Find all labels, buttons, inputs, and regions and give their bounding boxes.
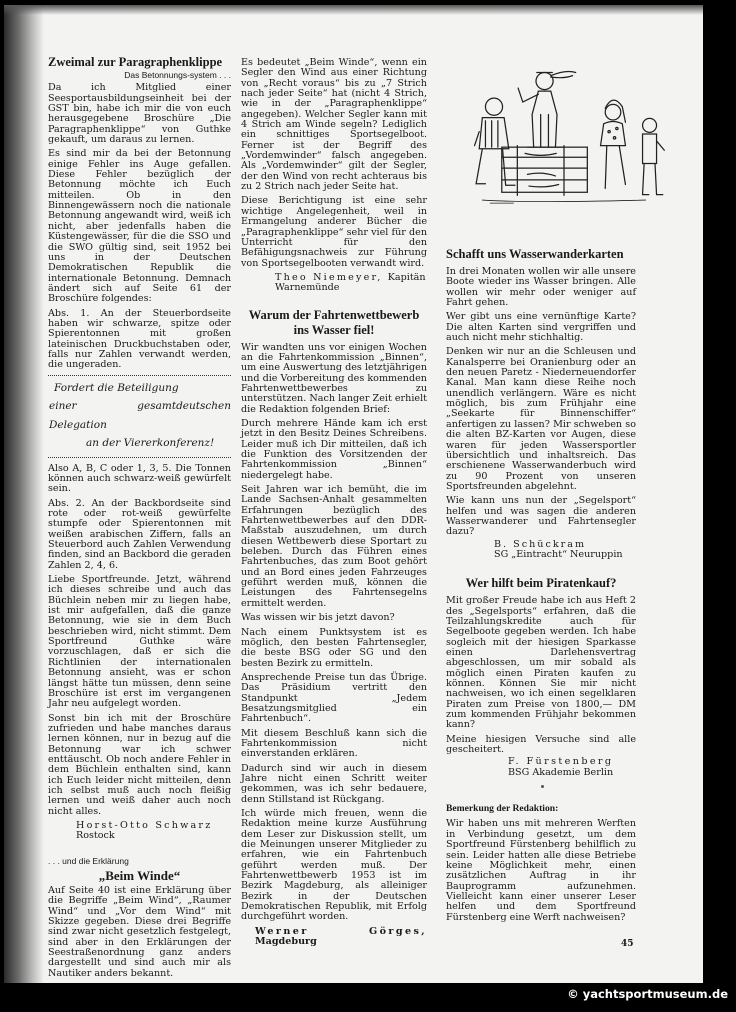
author-signature: F. Fürstenberg [508,756,614,768]
section-intro: . . . und die Erklärung [48,855,129,866]
author-location: SG „Eintracht“ Neuruppin [494,548,623,560]
slogan-line: Fordert die Beteiligung [54,381,179,394]
paragraph: Es bedeutet „Beim Winde“, wenn ein Segler den Wind aus einer Richtung von „Recht voraus“ bis zu „7 Strich nach jeder Seite“ hat (nicht 4 Strich, wie in der „Paragraphenklippe“ angegeben). Welcher Segler kann mit 4 Strich am Winde segeln? Lediglich ein schnittiges Sportsegelboot. Ferner ist der Begriff des „Vordemwinder“ falsch angegeben. Als „Vordemwinder“ gilt der Segler, der den Wind von recht achteraus bis zu 2 Strich nach jeder Seite hat. [241,57,427,193]
paragraph: Abs. 1. An der Steuerbordseite haben wir schwarze, spitze oder Spierentonnen mit großen lateinischen Druckbuchstaben oder, falls nur Zahlen verwandt werden, die ungeraden. [48,307,231,371]
article-title: „Beim Winde“ [98,868,181,883]
page-number: 45 [621,939,634,949]
paragraph: Wir haben uns mit mehreren Werften in Verbindung gesetzt, um dem Sportfreund Fürstenberg behilflich zu sein. Leider hatten alle diese Betriebe keine Möglichkeit mehr, einen zusätzlichen Auftrag in ihr Bauprogramm aufzunehmen. Vielleicht kann einer unserer Leser helfen und dem Sportfreund Fürstenberg eine Werft nachweisen? [446,818,636,923]
paragraph: Meine hiesigen Versuche sind alle gescheitert. [446,733,636,756]
slogan-line: an der Viererkonferenz! [86,437,215,450]
paragraph: Abs. 2. An der Backbordseite sind rote oder rot-weiß gewürfelte stumpfe oder Spierentonnen mit weißen arabischen Ziffern, falls an Steuerbord auch Zahlen Verwendung finden, sind an Backbord die geraden Zahlen 2, 4, 6. [48,497,231,571]
author-name: Theo Niemeyer, [275,271,383,283]
paragraph: In drei Monaten wollen wir alle unsere Boote wieder ins Wasser bringen. Alle wollen wir mehr oder weniger auf Fahrt gehen. [446,266,636,309]
author-location: Rostock [76,830,115,842]
paragraph: Diese Berichtigung ist eine sehr wichtige Angelegenheit, weil in Ermangelung anderer Bücher die „Paragraphenklippe“ sehr viel für den Unterricht für den Befähigungsnachweis zur Führung von Sportsegelbooten verwandt wird. [241,195,427,269]
paragraph: Wie kann uns nun der „Segelsport“ helfen und was sagen die anderen Wasserwanderer und Fahrtensegler dazu? [446,495,636,538]
boy-figure [643,118,665,194]
column-2 [241,58,427,947]
column-3 [446,247,636,927]
paragraph: Dadurch sind wir auch in diesem Jahre nicht einen Schritt weiter gekommen, was ich sehr bedauere, denn Stillstand ist Rückgang. [241,762,427,805]
paragraph: Mit großer Freude habe ich aus Heft 2 des „Segelsports“ erfahren, daß die Teilzahlungskredite auch für Segelboote gegeben werden. Ich habe sogleich mit der hiesigen Sparkasse einen Darlehensvertrag abgeschlossen, um mir sobald als möglich einen Piraten kaufen zu können. Können Sie mir nicht nachweisen, wo ich einen segelklaren Piraten zum Preise von 1800,— DM zum kommenden Frühjahr bekommen kann? [446,595,636,731]
article-title: Wer hilft beim Piratenkauf? [465,576,617,591]
binding-shadow [4,5,44,983]
paragraph: Durch mehrere Hände kam ich erst jetzt in den Besitz Deines Schreibens. Leider muß ich Dir mitteilen, daß ich die Funktion des Vorsitzenden der Fahrtenkommission „Binnen“ niedergelegt habe. [241,417,427,481]
paragraph: Wir wandten uns vor einigen Wochen an die Fahrtenkommission „Binnen“, um eine Auswertung des letztjährigen und die Vorbereitung des kommenden Fahrtenwettbewerbes zu unterstützen. Nach langer Zeit erhielt die Redaktion folgenden Brief: [241,341,427,415]
delegation-slogan-box [48,375,231,458]
paragraph: Liebe Sportfreunde. Jetzt, während ich dieses schreibe und auch das Büchlein neben mir zu liegen habe, ist mir aufgefallen, daß die ganze Betonnung, wie sie in dem Buch beschrieben wird, nicht stimmt. Dem Sportfreund Guthke wäre vorzuschlagen, daß er sich die Richtlinien der internationalen Betonnung ansieht, was er schon längst hätte tun müssen, denn seine Broschüre ist erst im vergangenen Jahr neu aufgelegt worden. [48,574,231,710]
paragraph: Da ich Mitglied einer Seesportausbildungseinheit bei der GST bin, habe ich mir die von euch herausgegebene Broschüre „Die Paragraphenklippe“ von Guthke gekauft, um daraus zu lernen. [48,82,231,146]
speaking-sailor-figure [518,71,576,147]
magazine-page [4,5,703,983]
sailor-in-sweater-figure [475,98,515,185]
paragraph: Denken wir nur an die Schleusen und Kanalsperre bei Oranienburg oder an den neuen Paretz - Niederneuendorfer Kanal. Man kann diese Reihe noch unendlich verlängern. Wäre es nicht möglich, bis zum Frühjahr eine „Seekarte für Binnenschiffer“ anfertigen zu lassen? Mir schweben so die alten BZ-Karten vor Augen, diese waren für jeden Wassersportler übersichtlich und inhaltsreich. Das erschienene Wasserwanderbuch wird zu 90 Prozent von unseren Sportsfreunden abgelehnt. [446,346,636,492]
slogan-line: einer gesamtdeutschen Delegation [49,400,231,431]
cartoon-illustration [459,43,669,228]
author-title: Kapitän [387,271,426,283]
paragraph: Mit diesem Beschluß kann sich die Fahrtenkommission nicht einverstanden erklären. [241,727,427,760]
paragraph: Nach einem Punktsystem ist es möglich, den besten Fahrtensegler, die beste BSG oder SG und den besten Bezirk zu ermitteln. [241,626,427,669]
author-location: BSG Akademie Berlin [508,766,614,778]
author-location: Magdeburg [255,936,317,948]
article-title: Warum der Fahrtenwettbewerb ins Wasser fiel! [248,307,420,337]
paragraph: Ich würde mich freuen, wenn die Redaktion meine kurze Ausführung dem Leser zur Diskussion stellt, um die Meinungen unserer Mitglieder zu erfahren, wie ein Fahrtenbuch geführt werden muß. Der Fahrtenwettbewerb 1953 ist im Bezirk Magdeburg, als alleiniger Bezirk in der Deutschen Demokratischen Republik, mit Erfolg durchgeführt worden. [241,808,427,923]
paragraph: Also A, B, C oder 1, 3, 5. Die Tonnen können auch schwarz-weiß gewürfelt sein. [48,462,231,495]
paragraph: Auf Seite 40 ist eine Erklärung über die Begriffe „Beim Wind“, „Raumer Wind“ und „Vor dem Wind“ mit Skizze gegeben. Diese drei Begriffe sind zwar nicht gesetzlich festgelegt, sind aber in den Erklärungen der Seestraßenordnung ganz anders dargestellt und sind auch mir als Nautiker anders bekannt. [48,885,231,979]
separator-dot [541,785,544,788]
article-title: Schafft uns Wasserwanderkarten [446,247,624,261]
woman-figure [601,100,626,188]
paragraph: Was wissen wir bis jetzt davon? [241,612,395,624]
author-signature: Horst-Otto Schwarz [76,819,213,831]
copyright-watermark: © yachtsportmuseum.de [567,987,728,1001]
paragraph: Seit Jahren war ich bemüht, die im Lande Sachsen-Anhalt gesammelten Erfahrungen bezüglich des Fahrtenwettbewerbes auf den DDR-Maßstab auszudehnen, um durch diesen Wettbewerb diese Sportart zu beleben. Durch das Führen eines Fahrtenbuches, das zum Boot gehört und an Bord eines jeden Fahrzeuges geführt werden muß, können die Leistungen des Fahrtensegelns ermittelt werden. [241,484,427,609]
column-1 [48,55,231,983]
paragraph: Ansprechende Preise tun das Übrige. Das Präsidium vertritt den Standpunkt „Jedem Besatzungsmitglied ein Fahrtenbuch“. [241,671,427,725]
author-signature: B. Schückram [494,538,587,550]
paragraph: Wer gibt uns eine vernünftige Karte? Die alten Karten sind vergriffen und auch nicht mehr stichhaltig. [446,311,636,344]
author-name: Werner Görges, [255,925,427,937]
top-shadow [4,5,703,15]
author-location: Warnemünde [275,282,340,294]
article-title: Zweimal zur Paragraphenklippe [48,55,223,69]
author-signature [241,927,427,948]
paragraph: Es sind mir da bei der Betonnung einige Fehler ins Auge gefallen. Diese Fehler bezüglich der Betonnung möchte ich Euch mitteilen. Ob in den Binnengewässern noch die nationale Betonnung angewandt wird, weiß ich nicht, aber jedenfalls haben die Küstengewässer, für die die SSO und die SWO gültig sind, seit 1952 bei uns in der Deutschen Demokratischen Republik die internationale Betonnung. Demnach ändert sich auf Seite 61 der Broschüre folgendes: [48,148,231,305]
editorial-remark-heading: Bemerkung der Redaktion: [446,803,559,815]
paragraph: Sonst bin ich mit der Broschüre zufrieden und habe manches daraus lernen können, nur in bezug auf die Betonnung war ich schwer enttäuscht. Ob noch andere Fehler in dem Büchlein enthalten sind, kann ich Euch leider nicht mitteilen, denn ich selbst muß auch noch fleißig lernen und weiß daher auch noch nicht alles. [48,712,231,817]
article-subtitle: Das Betonnungs-system . . . [124,70,231,80]
